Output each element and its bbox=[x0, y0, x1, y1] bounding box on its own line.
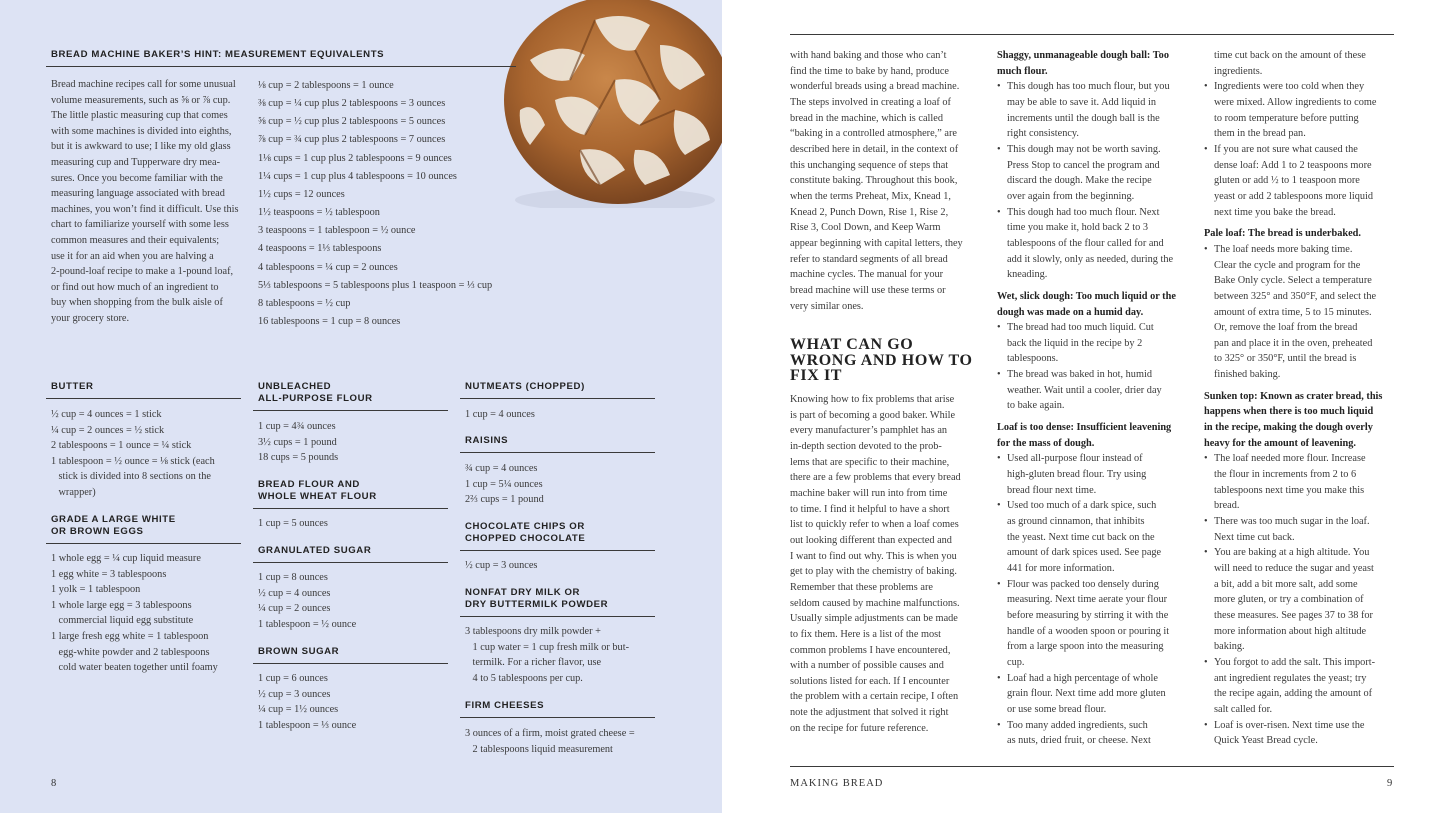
text-line: bread machine will use these terms or bbox=[790, 284, 946, 296]
text-line: 1 whole large egg = 3 tablespoons bbox=[51, 599, 192, 611]
text-line: use it for an aid when you are halving a bbox=[51, 250, 214, 262]
text-line: chart to familiarize yourself with some less bbox=[51, 219, 229, 231]
text-line: a bit, add a bit more salt, add some bbox=[1214, 578, 1358, 590]
text-line: 3 tablespoons dry milk powder + bbox=[465, 626, 601, 637]
text-line: ¼ cup = 2 ounces bbox=[258, 603, 331, 615]
text-line: Usually simple adjustments can be made bbox=[790, 613, 958, 625]
bullet-item bbox=[997, 142, 1197, 205]
text-line: Bread machine recipes call for some unusual bbox=[51, 79, 236, 90]
chocolate-rule bbox=[460, 550, 655, 551]
text-line: Pale loaf: The bread is underbaked. bbox=[1204, 228, 1361, 240]
flour-title-line: ALL-PURPOSE FLOUR bbox=[258, 393, 373, 404]
text-line: may be able to save it. Add liquid in bbox=[1007, 96, 1156, 108]
text-line: termilk. For a richer flavor, use bbox=[472, 657, 602, 669]
text-line: the recipe again, adding the amount of bbox=[1214, 688, 1373, 700]
text-line: to room temperature before putting bbox=[1214, 112, 1359, 124]
text-line: time cut back on the amount of these bbox=[1214, 50, 1366, 61]
text-line: time you make it, hold back 2 to 3 bbox=[1007, 222, 1148, 234]
text-line: 18 cups = 5 pounds bbox=[258, 452, 339, 464]
text-line: Knead 2, Punch Down, Rise 1, Rise 2, bbox=[790, 206, 949, 218]
text-line: Bake Only cycle. Select a temperature bbox=[1214, 275, 1372, 287]
text-line: increments until the dough ball is the bbox=[1007, 112, 1160, 124]
chocolate-list bbox=[465, 558, 537, 574]
text-line: 3½ cups = 1 pound bbox=[258, 436, 337, 448]
text-line: 1 cup = 5 ounces bbox=[258, 518, 328, 529]
butter-rule bbox=[46, 398, 241, 399]
text-line: note the adjustment that solved it right bbox=[790, 707, 949, 719]
egg-title-line: OR BROWN EGGS bbox=[51, 526, 144, 537]
text-line: heavy for the amount of leavening. bbox=[1204, 437, 1356, 449]
bread-flour-title bbox=[258, 479, 377, 503]
text-line: stick is divided into 8 sections on the bbox=[58, 471, 211, 483]
text-line: • The bread had too much liquid. Cut bbox=[1007, 322, 1154, 334]
text-line: high-gluten bread flour. Try using bbox=[1007, 469, 1147, 481]
chocolate-title-line: CHOCOLATE CHIPS OR bbox=[465, 521, 585, 532]
text-line: volume measurements, such as ⅝ or ⅞ cup. bbox=[51, 94, 231, 106]
text-line: very similar ones. bbox=[790, 300, 864, 312]
text-line: machines, you won’t find it difficult. Use this bbox=[51, 203, 239, 215]
problem-heading bbox=[1204, 226, 1404, 242]
nutmeats-title: NUTMEATS (CHOPPED) bbox=[465, 381, 585, 392]
text-line: with a number of possible causes and bbox=[790, 660, 944, 672]
text-line: I want to find out why. This is when you bbox=[790, 550, 957, 562]
text-line: in the recipe, making the dough overly bbox=[1204, 422, 1373, 434]
text-line: in-depth section devoted to the prob- bbox=[790, 440, 942, 452]
bullet-item bbox=[997, 79, 1197, 142]
footer-rule bbox=[790, 766, 1394, 767]
flour-title bbox=[258, 381, 373, 405]
text-line: this unchanging sequence of steps that bbox=[790, 159, 949, 171]
text-line: bread. bbox=[1214, 500, 1240, 512]
text-line: Loaf is too dense: Insufficient leavening bbox=[997, 422, 1172, 434]
text-line: gluten or add ½ to 1 teaspoon more bbox=[1214, 175, 1360, 187]
text-line: find the time to bake by hand, produce bbox=[790, 65, 949, 77]
text-line: 2 tablespoons liquid measurement bbox=[472, 743, 613, 755]
text-line: Or, remove the loaf from the bread bbox=[1214, 322, 1358, 334]
text-line: more information about high altitude bbox=[1214, 625, 1367, 637]
text-line: handle of a wooden spoon or pouring it bbox=[1007, 625, 1170, 637]
text-line: “baking in a controlled atmosphere,” are bbox=[790, 128, 957, 140]
text-line: 1 tablespoon = ½ ounce bbox=[258, 618, 357, 630]
text-line: Clear the cycle and program for the bbox=[1214, 259, 1361, 271]
brown-sugar-list bbox=[258, 671, 356, 733]
text-line: 16 tablespoons = 1 cup = 8 ounces bbox=[258, 316, 401, 328]
bullet-item bbox=[1204, 545, 1404, 655]
text-line: amount of extra time, 5 to 15 minutes. bbox=[1214, 306, 1372, 318]
text-line: • If you are not sure what caused the bbox=[1214, 143, 1358, 155]
running-footer: MAKING BREAD bbox=[790, 778, 884, 789]
text-line: • Loaf had a high percentage of whole bbox=[1007, 672, 1158, 684]
equivalents-list bbox=[258, 77, 492, 331]
text-line: will need to reduce the sugar and yeast bbox=[1214, 563, 1374, 574]
text-line: 1 cup = 4 ounces bbox=[465, 409, 535, 420]
bullet-item bbox=[997, 718, 1197, 749]
text-line: 1 cup = 6 ounces bbox=[258, 673, 328, 684]
text-line: machine cycles. The manual for your bbox=[790, 269, 944, 281]
text-line: wrapper) bbox=[58, 486, 96, 498]
text-line: • You are baking at a high altitude. You bbox=[1214, 547, 1370, 559]
text-line: machine baker will run into from time bbox=[790, 487, 948, 499]
text-line: much flour. bbox=[997, 65, 1048, 77]
text-line: to time. I find it helpful to have a short bbox=[790, 503, 950, 515]
text-line: 1⅛ cups = 1 cup plus 2 tablespoons = 9 ounces bbox=[258, 152, 452, 164]
text-line: 4 to 5 tablespoons per cup. bbox=[472, 672, 583, 684]
text-line: appear beginning with capital letters, they bbox=[790, 237, 963, 249]
text-line: • This dough has too much flour, but you bbox=[1007, 81, 1170, 93]
text-line: Wet, slick dough: Too much liquid or the bbox=[997, 290, 1176, 302]
col1-top-text bbox=[790, 48, 963, 314]
text-line: 3 ounces of a firm, moist grated cheese = bbox=[465, 728, 635, 739]
text-line: get to play with the chemistry of baking. bbox=[790, 566, 958, 578]
text-line: The little plastic measuring cup that comes bbox=[51, 110, 228, 122]
text-line: with some machines is divided into eighths, bbox=[51, 125, 232, 137]
text-line: 3 teaspoons = 1 tablespoon = ½ ounce bbox=[258, 225, 416, 237]
text-line: over again from the beginning. bbox=[1007, 190, 1135, 202]
text-line: grain flour. Next time add more gluten bbox=[1007, 688, 1166, 700]
text-line: • Too many added ingredients, such bbox=[1007, 719, 1148, 731]
text-line: from a large spoon into the measuring bbox=[1007, 641, 1164, 653]
bread-flour-title-line: BREAD FLOUR AND bbox=[258, 479, 360, 490]
text-line: • The loaf needed more flour. Increase bbox=[1214, 453, 1366, 465]
text-line: 2⅔ cups = 1 pound bbox=[465, 494, 544, 506]
problem-heading bbox=[1204, 389, 1404, 452]
text-line: before measuring by stirring it with the bbox=[1007, 609, 1169, 621]
text-line: Press Stop to cancel the program and bbox=[1007, 159, 1160, 171]
bread-loaf-image bbox=[500, 0, 736, 208]
text-line: list to quickly refer to when a loaf comes bbox=[790, 519, 959, 531]
text-line: ⅛ cup = 2 tablespoons = 1 ounce bbox=[258, 80, 394, 91]
section-title bbox=[790, 337, 973, 384]
text-line: with hand baking and those who can’t bbox=[790, 50, 947, 61]
text-line: 1½ teaspoons = ½ tablespoon bbox=[258, 207, 380, 219]
bullet-item bbox=[1204, 718, 1404, 749]
text-line: the yeast. Next time cut back on the bbox=[1007, 531, 1155, 543]
text-line: dough was made on a humid day. bbox=[997, 306, 1144, 318]
text-line: cold water beaten together until foamy bbox=[58, 662, 218, 674]
bullet-item bbox=[1204, 514, 1404, 545]
text-line: were mixed. Allow ingredients to come bbox=[1214, 96, 1377, 108]
text-line: tablespoons of the flour called for and bbox=[1007, 237, 1164, 249]
text-line: Quick Yeast Bread cycle. bbox=[1214, 735, 1318, 747]
text-line: is part of becoming a good baker. While bbox=[790, 409, 956, 421]
hint-title: BREAD MACHINE BAKER’S HINT: MEASUREMENT EQUIVALENTS bbox=[51, 49, 385, 60]
text-line: described here in detail, in the context of bbox=[790, 143, 959, 155]
text-line: 1¼ cups = 1 cup plus 4 tablespoons = 10 ounces bbox=[258, 170, 457, 182]
text-line: sures. Once you become familiar with the bbox=[51, 172, 223, 184]
text-line: cup. bbox=[1007, 656, 1025, 668]
text-line: tablespoons. bbox=[1007, 353, 1059, 365]
text-line: Knowing how to fix problems that arise bbox=[790, 394, 955, 405]
text-line: your grocery store. bbox=[51, 312, 130, 324]
text-line: 4 tablespoons = ¼ cup = 2 ounces bbox=[258, 261, 398, 273]
text-line: ¾ cup = 4 ounces bbox=[465, 463, 538, 474]
text-line: there are a few problems that every bread bbox=[790, 472, 961, 484]
bread-flour-title-line: WHOLE WHEAT FLOUR bbox=[258, 491, 377, 502]
text-line: Sunken top: Known as crater bread, this bbox=[1204, 390, 1383, 402]
text-line: ¼ cup = 2 ounces = ½ stick bbox=[51, 424, 165, 436]
bullet-item bbox=[997, 367, 1197, 414]
text-line: to bake again. bbox=[1007, 400, 1065, 412]
text-line: discard the dough. Make the recipe bbox=[1007, 175, 1152, 187]
text-line: pan and place it in the oven, preheated bbox=[1214, 337, 1373, 349]
text-line: bread flour next time. bbox=[1007, 484, 1097, 496]
problem-heading bbox=[997, 420, 1197, 451]
text-line: • Ingredients were too cold when they bbox=[1214, 81, 1365, 93]
bullet-item bbox=[997, 320, 1197, 367]
text-line: these measures. See pages 37 to 38 for bbox=[1214, 609, 1373, 621]
text-line: them in the bread pan. bbox=[1214, 128, 1306, 140]
flour-rule bbox=[253, 410, 448, 411]
text-line: 1 cup = 8 ounces bbox=[258, 572, 328, 583]
top-rule bbox=[790, 34, 1394, 35]
text-line: as ground cinnamon, that inhibits bbox=[1007, 516, 1145, 528]
text-line: baking. bbox=[1214, 641, 1245, 653]
butter-title: BUTTER bbox=[51, 381, 94, 392]
text-line: • Flour was packed too densely during bbox=[1007, 578, 1159, 590]
text-line: tablespoons next time you make this bbox=[1214, 484, 1365, 496]
text-line: ¼ cup = 1½ ounces bbox=[258, 704, 339, 716]
milk-title-line: NONFAT DRY MILK OR bbox=[465, 587, 581, 598]
text-line: seldom caused by machine malfunctions. bbox=[790, 597, 960, 609]
raisins-rule bbox=[460, 452, 655, 453]
text-line: measuring cup and Tupperware dry mea- bbox=[51, 156, 220, 168]
bullet-item bbox=[997, 671, 1197, 718]
text-line: ant ingredient regulates the yeast; try bbox=[1214, 672, 1367, 684]
text-line: WRONG AND HOW TO bbox=[790, 351, 973, 369]
text-line: 2-pound-loaf recipe to make a 1-pound loaf, bbox=[51, 266, 234, 278]
bullet-item bbox=[1204, 655, 1404, 718]
bullet-item bbox=[1204, 79, 1404, 142]
raisins-list bbox=[465, 461, 544, 508]
bullet-item bbox=[1204, 142, 1404, 220]
text-line: ½ cup = 4 ounces = 1 stick bbox=[51, 409, 162, 420]
text-line: ½ cup = 4 ounces bbox=[258, 587, 331, 599]
text-line: • You forgot to add the salt. This import- bbox=[1214, 656, 1376, 668]
text-line: Shaggy, unmanageable dough ball: Too bbox=[997, 50, 1169, 61]
text-line: wonderful breads using a bread machine. bbox=[790, 81, 960, 93]
text-line: to fix them. Here is a list of the most bbox=[790, 628, 941, 640]
milk-title-line: DRY BUTTERMILK POWDER bbox=[465, 599, 609, 610]
flour-title-line: UNBLEACHED bbox=[258, 381, 332, 392]
text-line: commercial liquid egg substitute bbox=[58, 615, 194, 627]
text-line: 1 egg white = 3 tablespoons bbox=[51, 568, 167, 580]
egg-title bbox=[51, 514, 176, 538]
text-line: WHAT CAN GO bbox=[790, 336, 914, 353]
cheese-title: FIRM CHEESES bbox=[465, 700, 545, 711]
chocolate-title bbox=[465, 521, 585, 545]
text-line: finished baking. bbox=[1214, 369, 1281, 381]
flour-list bbox=[258, 419, 338, 466]
bread-flour-list bbox=[258, 516, 328, 532]
text-line: 5⅓ tablespoons = 5 tablespoons plus 1 teaspoon = ⅓ cup bbox=[258, 279, 493, 291]
col3-text bbox=[1204, 48, 1404, 749]
bread-flour-rule bbox=[253, 508, 448, 509]
milk-title bbox=[465, 587, 608, 611]
text-line: 1 cup = 4¾ ounces bbox=[258, 421, 336, 432]
text-line: when the terms Preheat, Mix, Knead 1, bbox=[790, 190, 951, 202]
text-line: salt called for. bbox=[1214, 703, 1273, 715]
text-line: kneading. bbox=[1007, 269, 1048, 281]
butter-list bbox=[51, 407, 215, 501]
text-line: • Used too much of a dark spice, such bbox=[1007, 500, 1157, 512]
bullet-item bbox=[997, 451, 1197, 498]
right-page bbox=[722, 0, 1445, 813]
text-line: ½ cup = 3 ounces bbox=[258, 688, 331, 700]
text-line: Rise 3, Cool Down, and Keep Warm bbox=[790, 222, 941, 234]
page-number-right: 9 bbox=[1387, 778, 1394, 789]
text-line: right consistency. bbox=[1007, 128, 1079, 140]
text-line: • The bread was baked in hot, humid bbox=[1007, 369, 1152, 381]
text-line: out looking different than expected and bbox=[790, 534, 952, 546]
raisins-title: RAISINS bbox=[465, 435, 509, 446]
chocolate-title-line: CHOPPED CHOCOLATE bbox=[465, 533, 586, 544]
text-line: yeast or add 2 tablespoons more liquid bbox=[1214, 190, 1373, 202]
text-line: common problems I have encountered, bbox=[790, 644, 951, 656]
text-line: bread in the machine, which is called bbox=[790, 112, 943, 124]
text-line: more gluten, or try a combination of bbox=[1214, 594, 1364, 606]
text-line: • There was too much sugar in the loaf. bbox=[1214, 516, 1370, 528]
text-line: Remember that these problems are bbox=[790, 581, 933, 593]
col2-text bbox=[997, 48, 1197, 749]
text-line: • This dough may not be worth saving. bbox=[1007, 143, 1161, 155]
text-line: ingredients. bbox=[1214, 65, 1263, 77]
text-line: • Loaf is over-risen. Next time use the bbox=[1214, 719, 1365, 731]
text-line: constitute baking. Throughout this book, bbox=[790, 175, 958, 187]
text-line: dense loaf: Add 1 to 2 teaspoons more bbox=[1214, 159, 1372, 171]
nutmeats-list bbox=[465, 407, 535, 423]
bullet-item bbox=[997, 498, 1197, 576]
left-page bbox=[0, 0, 722, 813]
milk-rule bbox=[460, 616, 655, 617]
text-line: happens when there is too much liquid bbox=[1204, 406, 1374, 418]
text-line: or use some bread flour. bbox=[1007, 703, 1107, 715]
text-line: ⅝ cup = ½ cup plus 2 tablespoons = 5 ounces bbox=[258, 116, 446, 128]
text-line: add it slowly, only as needed, during the bbox=[1007, 253, 1174, 265]
sugar-list bbox=[258, 570, 356, 632]
text-line: egg-white powder and 2 tablespoons bbox=[58, 646, 210, 658]
text-line: ⅞ cup = ¾ cup plus 2 tablespoons = 7 ounces bbox=[258, 134, 446, 146]
text-line: ½ cup = 3 ounces bbox=[465, 560, 538, 571]
text-line: 1 cup water = 1 cup fresh milk or but- bbox=[472, 641, 629, 653]
text-line: weather. Wait until a cooler, drier day bbox=[1007, 384, 1162, 396]
text-line: for the mass of dough. bbox=[997, 437, 1095, 449]
text-line: amount of dark spices used. See page bbox=[1007, 547, 1162, 559]
nutmeats-rule bbox=[460, 398, 655, 399]
egg-list bbox=[51, 551, 218, 676]
text-line: 2 tablespoons = 1 ounce = ¼ stick bbox=[51, 440, 192, 452]
text-line: 1 yolk = 1 tablespoon bbox=[51, 584, 141, 596]
sugar-title: GRANULATED SUGAR bbox=[258, 545, 372, 556]
brown-sugar-title: BROWN SUGAR bbox=[258, 646, 340, 657]
text-line: lems that are specific to their machine, bbox=[790, 456, 950, 468]
text-line: FIX IT bbox=[790, 367, 843, 384]
milk-list bbox=[465, 624, 629, 686]
problem-heading bbox=[997, 48, 1197, 79]
text-line: the flour in increments from 2 to 6 bbox=[1214, 469, 1357, 481]
brown-sugar-rule bbox=[253, 663, 448, 664]
bullet-item bbox=[997, 577, 1197, 671]
hint-intro bbox=[51, 77, 239, 327]
bullet-item bbox=[1204, 451, 1404, 514]
text-line: buy when shopping from the bulk aisle of bbox=[51, 297, 223, 309]
text-line: • This dough had too much flour. Next bbox=[1007, 206, 1160, 218]
text-line: 8 tablespoons = ½ cup bbox=[258, 297, 351, 309]
text-line: • The loaf needs more baking time. bbox=[1214, 243, 1353, 255]
text-line: 1 tablespoon = ½ ounce = ⅛ stick (each bbox=[51, 455, 215, 467]
text-line: on the recipe for future reference. bbox=[790, 722, 929, 734]
text-line: back the liquid in the recipe by 2 bbox=[1007, 337, 1143, 349]
text-line: The steps involved in creating a loaf of bbox=[790, 96, 951, 108]
egg-title-line: GRADE A LARGE WHITE bbox=[51, 514, 176, 525]
text-line: or find out how much of an ingredient to bbox=[51, 281, 219, 293]
text-line: 441 for more information. bbox=[1007, 563, 1115, 574]
text-line: between 325° and 350°F, and select the bbox=[1214, 290, 1377, 302]
text-line: 1 large fresh egg white = 1 tablespoon bbox=[51, 630, 209, 642]
text-line: to 325° or 350°F, until the bread is bbox=[1214, 353, 1357, 365]
text-line: common measures and their equivalents; bbox=[51, 234, 220, 246]
sugar-rule bbox=[253, 562, 448, 563]
hint-rule bbox=[46, 66, 516, 67]
text-line: the problem with a certain recipe, I often bbox=[790, 691, 959, 703]
continued-text bbox=[1204, 48, 1404, 79]
problem-heading bbox=[997, 289, 1197, 320]
page-number-left: 8 bbox=[51, 778, 58, 789]
text-line: 1 whole egg = ¼ cup liquid measure bbox=[51, 553, 201, 564]
text-line: • Used all-purpose flour instead of bbox=[1007, 453, 1143, 465]
text-line: solutions listed for each. If I encounter bbox=[790, 675, 950, 687]
text-line: measuring language associated with bread bbox=[51, 188, 225, 200]
text-line: but it is awkward to use; I like my old glass bbox=[51, 141, 231, 153]
text-line: next time you bake the bread. bbox=[1214, 206, 1336, 218]
text-line: 1½ cups = 12 ounces bbox=[258, 188, 345, 200]
col1-body-text bbox=[790, 392, 961, 736]
text-line: measuring. Next time aerate your flour bbox=[1007, 594, 1168, 606]
cheese-rule bbox=[460, 717, 655, 718]
bullet-item bbox=[1204, 242, 1404, 383]
text-line: Next time cut back. bbox=[1214, 531, 1295, 543]
text-line: as nuts, dried fruit, or cheese. Next bbox=[1007, 735, 1151, 747]
text-line: refer to standard segments of all bread bbox=[790, 253, 948, 265]
text-line: 1 cup = 5¼ ounces bbox=[465, 478, 543, 490]
text-line: ⅜ cup = ¼ cup plus 2 tablespoons = 3 ounces bbox=[258, 98, 446, 110]
egg-rule bbox=[46, 543, 241, 544]
bullet-item bbox=[997, 205, 1197, 283]
text-line: 4 teaspoons = 1⅓ tablespoons bbox=[258, 243, 382, 255]
text-line: 1 tablespoon = ⅓ ounce bbox=[258, 719, 357, 731]
text-line: every manufacturer’s pamphlet has an bbox=[790, 425, 948, 437]
cheese-list bbox=[465, 726, 635, 757]
